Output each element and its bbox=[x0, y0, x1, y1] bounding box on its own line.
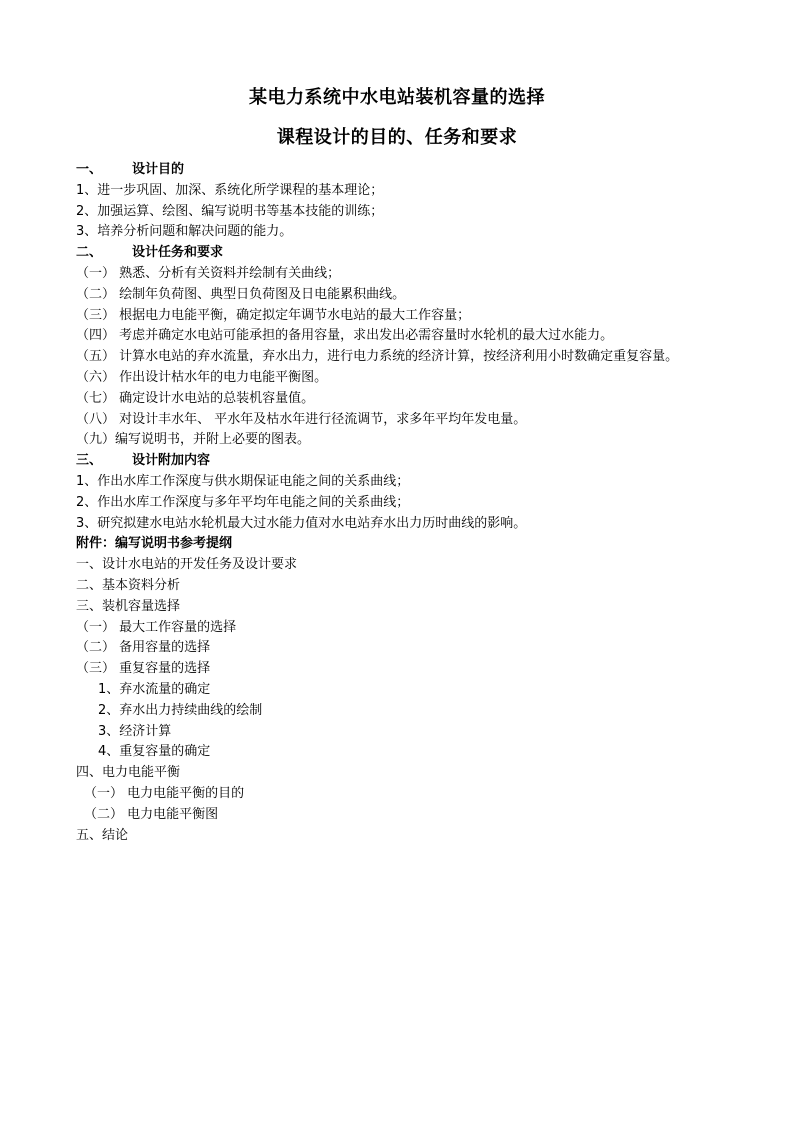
outline-subitem: （一） 电力电能平衡的目的 bbox=[84, 785, 245, 801]
outline-item: 二、基本资料分析 bbox=[76, 577, 181, 593]
list-item: （九）编写说明书，并附上必要的图表。 bbox=[76, 432, 311, 448]
appendix-heading: 附件：编写说明书参考提纲 bbox=[76, 536, 233, 552]
section-number: 一、 bbox=[76, 162, 103, 177]
section-title: 设计目的 bbox=[132, 162, 185, 177]
section-title: 设计任务和要求 bbox=[132, 245, 224, 261]
list-item: 2、加强运算、绘图、编写说明书等基本技能的训练； bbox=[76, 203, 384, 219]
outline-subitem: （三） 重复容量的选择 bbox=[76, 661, 211, 677]
outline-item: 五、结论 bbox=[76, 827, 129, 843]
list-item: 1、作出水库工作深度与供水期保证电能之间的关系曲线； bbox=[76, 473, 410, 489]
document-title: 某电力系统中水电站装机容量的选择 bbox=[249, 87, 545, 108]
section-title: 设计附加内容 bbox=[132, 453, 211, 469]
list-item: （四） 考虑并确定水电站可能承担的备用容量，求出发出必需容量时水轮机的最大过水能力。 bbox=[76, 328, 614, 344]
outline-subitem: （二） 备用容量的选择 bbox=[76, 640, 211, 656]
outline-subitem: （一） 最大工作容量的选择 bbox=[76, 619, 237, 635]
list-item: （一） 熟悉、分析有关资料并绘制有关曲线； bbox=[76, 265, 341, 281]
list-item: 3、培养分析问题和解决问题的能力。 bbox=[76, 224, 293, 240]
list-item: （三） 根据电力电能平衡，确定拟定年调节水电站的最大工作容量； bbox=[76, 307, 471, 323]
outline-subsubitem: 3、经济计算 bbox=[98, 723, 172, 739]
outline-subsubitem: 4、重复容量的确定 bbox=[98, 744, 211, 760]
list-item: （五） 计算水电站的弃水流量，弃水出力，进行电力系统的经济计算，按经济利用小时数确定重复容量。 bbox=[76, 349, 679, 365]
section-number: 三、 bbox=[76, 453, 103, 469]
section-number: 二、 bbox=[76, 245, 103, 261]
list-item: （七） 确定设计水电站的总装机容量值。 bbox=[76, 390, 315, 406]
list-item: 1、进一步巩固、加深、系统化所学课程的基本理论； bbox=[76, 182, 384, 198]
list-item: 3、研究拟建水电站水轮机最大过水能力值对水电站弃水出力历时曲线的影响。 bbox=[76, 515, 527, 531]
section-heading bbox=[76, 451, 756, 472]
list-item: （八） 对设计丰水年、 平水年及枯水年进行径流调节，求多年平均年发电量。 bbox=[76, 411, 527, 427]
document-subtitle: 课程设计的目的、任务和要求 bbox=[276, 127, 518, 148]
outline-subsubitem: 1、弃水流量的确定 bbox=[98, 681, 211, 697]
list-item: （六） 作出设计枯水年的电力电能平衡图。 bbox=[76, 369, 328, 385]
outline-subitem: （二） 电力电能平衡图 bbox=[84, 806, 219, 822]
list-item: （二） 绘制年负荷图、典型日负荷图及日电能累积曲线。 bbox=[76, 286, 406, 302]
section-heading bbox=[76, 243, 756, 264]
section-heading bbox=[76, 160, 756, 181]
outline-item: 四、电力电能平衡 bbox=[76, 765, 181, 781]
document-body bbox=[76, 160, 756, 846]
outline-item: 一、设计水电站的开发任务及设计要求 bbox=[76, 557, 298, 573]
outline-subsubitem: 2、弃水出力持续曲线的绘制 bbox=[98, 702, 263, 718]
outline-item: 三、装机容量选择 bbox=[76, 598, 181, 614]
list-item: 2、作出水库工作深度与多年平均年电能之间的关系曲线； bbox=[76, 494, 410, 510]
